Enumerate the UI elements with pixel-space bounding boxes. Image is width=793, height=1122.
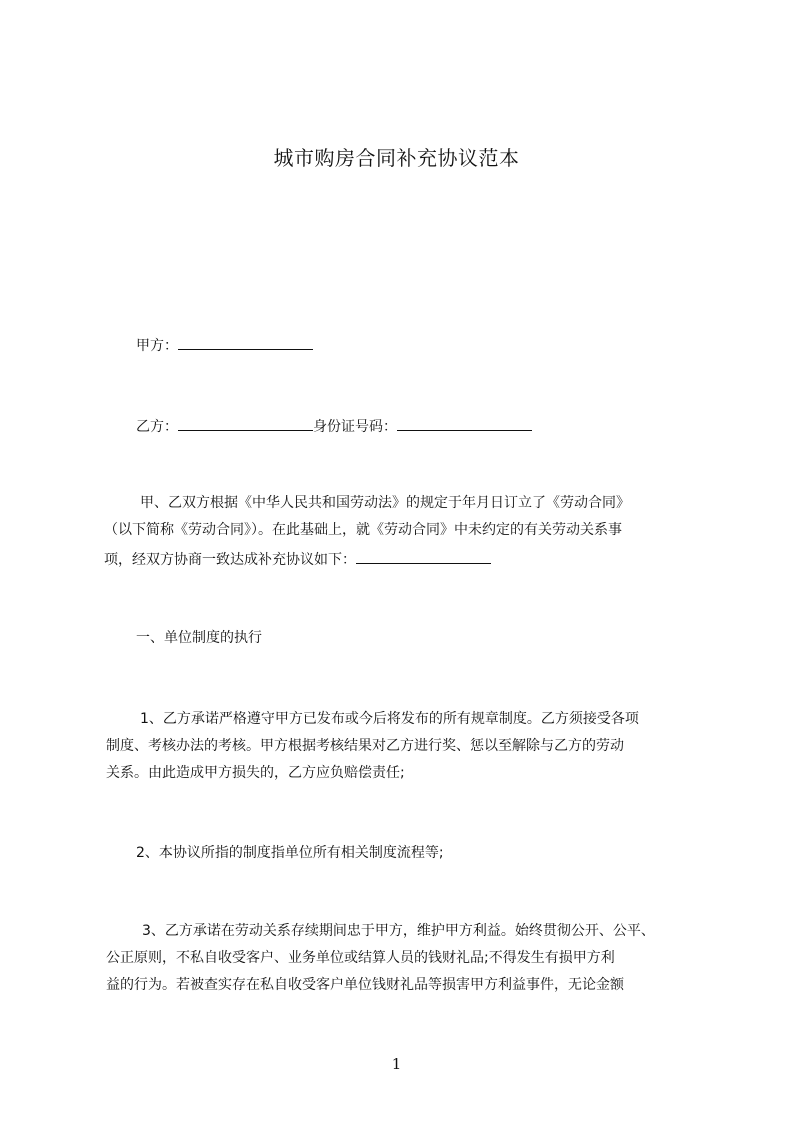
party-a-label: 甲方：: [136, 338, 178, 354]
document-title: 城市购房合同补充协议范本: [273, 146, 520, 170]
intro-line-2: （以下简称《劳动合同》）。在此基础上，就《劳动合同》中未约定的有关劳动关系事: [104, 522, 622, 538]
clause-3-line-1: 3、乙方承诺在劳动关系存续期间忠于甲方，维护甲方利益。始终贯彻公开、公平、: [142, 923, 655, 939]
intro-blank: [356, 551, 491, 564]
party-b-blank: [178, 418, 313, 431]
party-a-blank: [178, 337, 313, 350]
clause-2-line-1: 2、本协议所指的制度指单位所有相关制度流程等;: [136, 845, 444, 861]
clause-1-line-1: 1、乙方承诺严格遵守甲方已发布或今后将发布的所有规章制度。乙方须接受各项: [140, 711, 639, 727]
intro-line-3-text: 项，经双方协商一致达成补充协议如下：: [104, 552, 356, 568]
clause-1-line-3: 关系。由此造成甲方损失的，乙方应负赔偿责任;: [106, 765, 405, 781]
id-number-label: 身份证号码：: [313, 419, 397, 435]
id-number-blank: [397, 418, 532, 431]
party-b-line: [136, 417, 532, 437]
intro-line-3: [104, 550, 491, 570]
clause-3-line-2: 公正原则，不私自收受客户、业务单位或结算人员的钱财礼品;不得发生有损甲方利: [106, 950, 615, 966]
page-number: 1: [391, 1055, 402, 1073]
clause-1-line-2: 制度、考核办法的考核。甲方根据考核结果对乙方进行奖、惩以至解除与乙方的劳动: [106, 738, 624, 754]
intro-line-1: 甲、乙双方根据《中华人民共和国劳动法》的规定于年月日订立了《劳动合同》: [140, 495, 630, 511]
section-1-heading: 一、单位制度的执行: [136, 630, 262, 646]
clause-3-line-3: 益的行为。若被查实存在私自收受客户单位钱财礼品等损害甲方利益事件，无论金额: [106, 977, 624, 993]
party-b-label: 乙方：: [136, 419, 178, 435]
party-a-line: [136, 336, 313, 356]
